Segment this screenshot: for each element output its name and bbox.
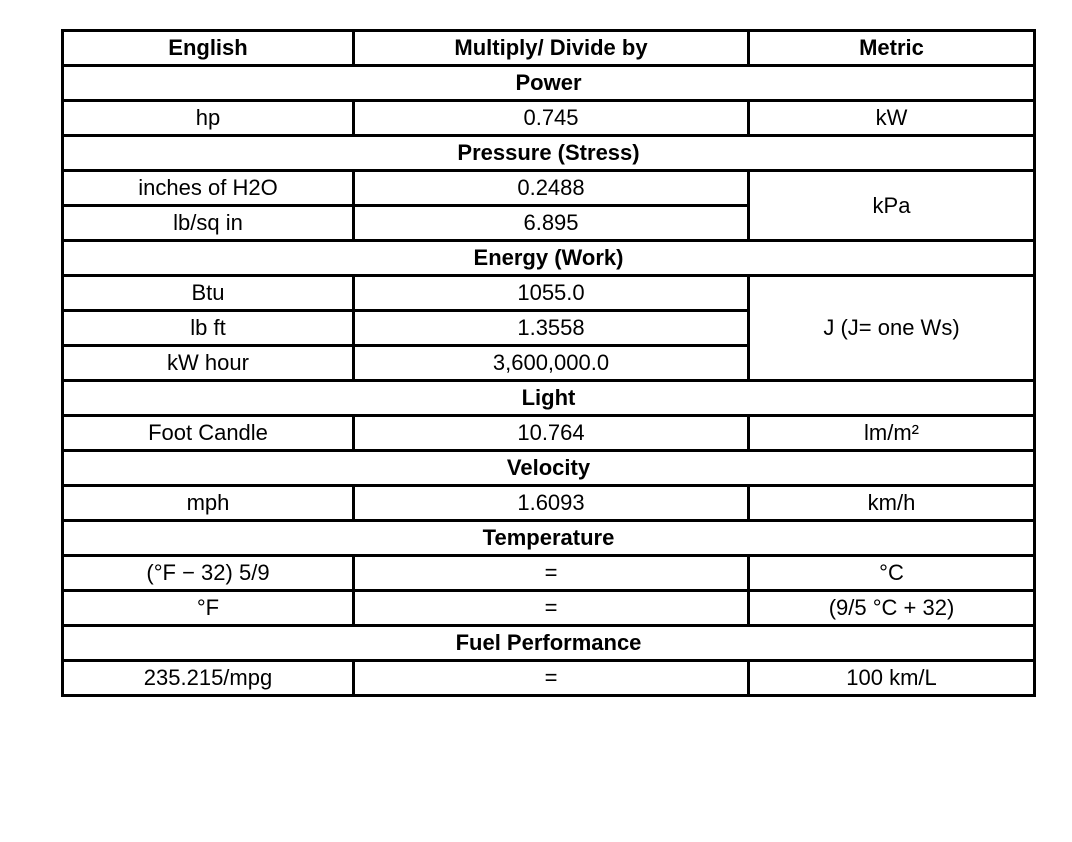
metric-unit-cell: 100 km/L	[749, 661, 1035, 696]
metric-unit-cell: lm/m²	[749, 416, 1035, 451]
column-header-english: English	[63, 31, 354, 66]
english-unit-cell: inches of H2O	[63, 171, 354, 206]
section-title-light: Light	[63, 381, 1035, 416]
english-unit-cell: lb/sq in	[63, 206, 354, 241]
factor-cell: 10.764	[354, 416, 749, 451]
english-unit-cell: 235.215/mpg	[63, 661, 354, 696]
table-row	[63, 101, 1035, 136]
table-row	[63, 556, 1035, 591]
section-row	[63, 521, 1035, 556]
factor-cell: =	[354, 556, 749, 591]
factor-cell: =	[354, 591, 749, 626]
table-row	[63, 591, 1035, 626]
section-row	[63, 66, 1035, 101]
column-header-metric: Metric	[749, 31, 1035, 66]
metric-unit-cell: (9/5 °C + 32)	[749, 591, 1035, 626]
table-row	[63, 661, 1035, 696]
section-title-fuel: Fuel Performance	[63, 626, 1035, 661]
section-row	[63, 241, 1035, 276]
table-row	[63, 416, 1035, 451]
english-unit-cell: mph	[63, 486, 354, 521]
column-header-factor: Multiply/ Divide by	[354, 31, 749, 66]
section-title-energy: Energy (Work)	[63, 241, 1035, 276]
section-title-pressure: Pressure (Stress)	[63, 136, 1035, 171]
section-row	[63, 381, 1035, 416]
conversion-table	[61, 29, 1036, 697]
section-title-power: Power	[63, 66, 1035, 101]
metric-unit-cell: kPa	[749, 171, 1035, 241]
english-unit-cell: Btu	[63, 276, 354, 311]
section-row	[63, 136, 1035, 171]
metric-unit-cell: J (J= one Ws)	[749, 276, 1035, 381]
english-unit-cell: hp	[63, 101, 354, 136]
section-title-temperature: Temperature	[63, 521, 1035, 556]
metric-unit-cell: kW	[749, 101, 1035, 136]
factor-cell: 1.6093	[354, 486, 749, 521]
table-row	[63, 486, 1035, 521]
english-unit-cell: Foot Candle	[63, 416, 354, 451]
header-row	[63, 31, 1035, 66]
section-title-velocity: Velocity	[63, 451, 1035, 486]
factor-cell: =	[354, 661, 749, 696]
english-unit-cell: lb ft	[63, 311, 354, 346]
section-row	[63, 451, 1035, 486]
factor-cell: 0.745	[354, 101, 749, 136]
english-unit-cell: (°F − 32) 5/9	[63, 556, 354, 591]
metric-unit-cell: km/h	[749, 486, 1035, 521]
factor-cell: 6.895	[354, 206, 749, 241]
factor-cell: 1.3558	[354, 311, 749, 346]
metric-unit-cell: °C	[749, 556, 1035, 591]
factor-cell: 1055.0	[354, 276, 749, 311]
table-row	[63, 276, 1035, 311]
english-unit-cell: kW hour	[63, 346, 354, 381]
factor-cell: 3,600,000.0	[354, 346, 749, 381]
english-unit-cell: °F	[63, 591, 354, 626]
factor-cell: 0.2488	[354, 171, 749, 206]
section-row	[63, 626, 1035, 661]
table-row	[63, 171, 1035, 206]
